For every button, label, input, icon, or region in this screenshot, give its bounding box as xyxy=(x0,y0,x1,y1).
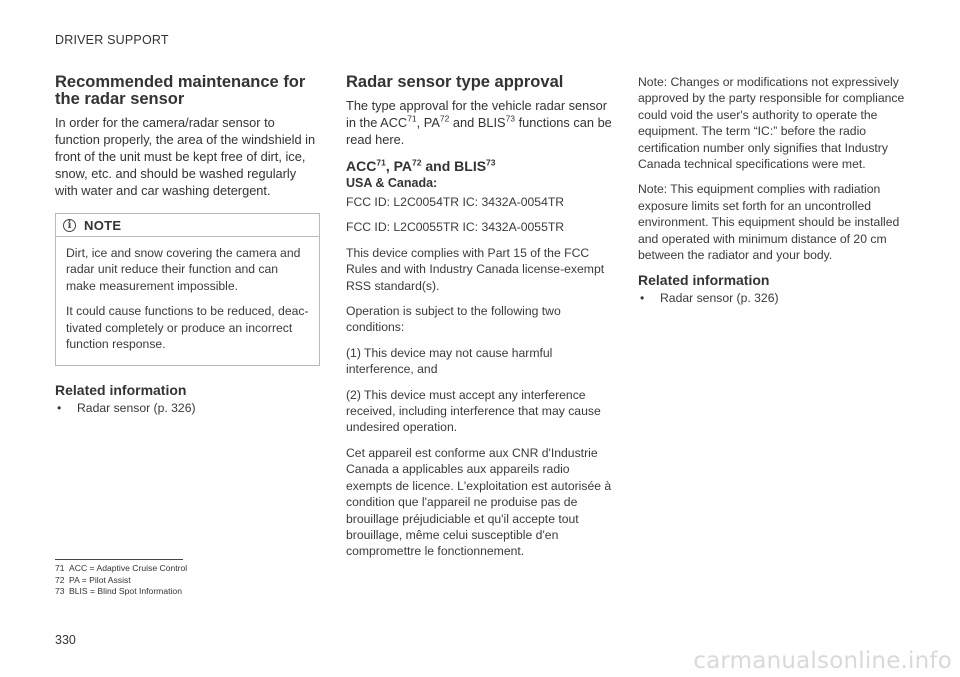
note-radiation: Note: This equipment complies with radiation exposure limits set forth for an uncontrolled environment. This equipment should be installed and operated with minimum distance of 20 cm between the radiator and your body. xyxy=(638,182,900,263)
watermark: carmanualsonline.info xyxy=(693,648,952,674)
footnote-text: ACC = Adaptive Cruise Control xyxy=(69,563,188,573)
footnote xyxy=(55,586,187,598)
footnote-ref[interactable]: 71 xyxy=(407,113,417,124)
conditions-paragraph: Operation is subject to the following two conditions: xyxy=(346,304,561,335)
info-icon: i xyxy=(63,219,76,232)
maintenance-body: In order for the camera/radar sensor to function properly, the area of the windshield in front of the unit must be kept free of dirt, ice, snow, etc. and should be washed regularly with water and car washing detergent. xyxy=(55,115,316,198)
footnote-ref[interactable]: 73 xyxy=(505,113,516,124)
text-run: , PA xyxy=(385,158,413,174)
fcc-id-2: FCC ID: L2C0055TR IC: 3432A-0055TR xyxy=(346,220,565,235)
page-number: 330 xyxy=(55,633,76,647)
text-run: The type approval for the vehicle radar sensor in the ACC xyxy=(346,98,608,130)
footnote-text: BLIS = Blind Spot Information xyxy=(69,586,182,597)
note-modifications: Note: Changes or modifications not expressively approved by the party responsible for compliance could void the user's authority to operate the equipment. The term “IC:” before the radio certification number only signifies that Industry Canada technical specifications were met. xyxy=(638,75,905,172)
text-run: and BLIS xyxy=(449,115,506,130)
related-info-list xyxy=(638,290,908,306)
bullet: • xyxy=(57,401,62,416)
footnote-ref: 72 xyxy=(412,157,422,168)
column-maintenance xyxy=(55,74,320,416)
footnote-text: PA = Pilot Assist xyxy=(69,574,131,585)
text-run: ACC xyxy=(346,158,377,174)
text-run: functions can be read here. xyxy=(346,115,612,147)
footnote xyxy=(55,563,187,575)
text-run: and BLIS xyxy=(421,158,487,174)
footnote-number: 73 xyxy=(55,586,65,597)
related-link-radar-sensor[interactable]: Radar sensor (p. 326) xyxy=(660,291,779,306)
text-run: , PA xyxy=(416,115,440,130)
note-header xyxy=(56,214,319,237)
condition-2: (2) This device must accept any interference received, including interference that may cause undesired operation. xyxy=(346,387,601,435)
column-type-approval xyxy=(346,74,614,569)
section-title-maintenance: Recommended maintenance for the radar sensor xyxy=(55,73,306,108)
running-header: DRIVER SUPPORT xyxy=(55,33,169,47)
list-item xyxy=(55,400,320,416)
note-box xyxy=(55,213,320,366)
list-item xyxy=(638,290,908,306)
compliance-paragraph: This device complies with Part 15 of the FCC Rules and with Industry Canada license-exempt RSS standard(s). xyxy=(346,245,605,293)
note-title: NOTE xyxy=(84,217,122,233)
related-link-radar-sensor[interactable]: Radar sensor (p. 326) xyxy=(77,401,196,416)
column-notes xyxy=(638,74,908,306)
footnote-ref: 71 xyxy=(376,157,386,168)
related-info-heading: Related information xyxy=(638,272,770,289)
bullet: • xyxy=(640,291,645,306)
region-heading: USA & Canada: xyxy=(346,176,438,190)
condition-1: (1) This device may not cause harmful interference, and xyxy=(346,345,553,377)
type-approval-intro xyxy=(346,97,614,148)
subsection-title-acc-pa-blis xyxy=(346,158,614,174)
note-paragraph: Dirt, ice and snow covering the camera and radar unit reduce their function and can make measurement impossible. xyxy=(66,246,301,293)
french-paragraph: Cet appareil est conforme aux CNR d'Industrie Canada a applicables aux appareils radio exempts de licence. L'exploitation est autorisée à condition que l'appareil ne produise pas de brouillage préjudiciable et qu'il accepte tout brouillage, même celui susceptible d'en compromettre le fonctionnement. xyxy=(346,445,612,559)
related-info-heading: Related information xyxy=(55,382,187,399)
footnote-ref: 73 xyxy=(486,157,496,168)
footnote xyxy=(55,575,187,587)
note-paragraph: It could cause functions to be reduced, deac-tivated completely or produce an incorrect function response. xyxy=(66,304,309,352)
section-title-type-approval: Radar sensor type approval xyxy=(346,73,564,91)
footnotes xyxy=(55,563,187,598)
footnote-divider xyxy=(55,559,183,560)
note-body xyxy=(56,237,319,365)
related-info-list xyxy=(55,400,320,416)
fcc-id-1: FCC ID: L2C0054TR IC: 3432A-0054TR xyxy=(346,195,565,209)
footnote-number: 71 xyxy=(55,563,65,573)
footnote-number: 72 xyxy=(55,574,65,585)
footnote-ref[interactable]: 72 xyxy=(439,113,450,124)
